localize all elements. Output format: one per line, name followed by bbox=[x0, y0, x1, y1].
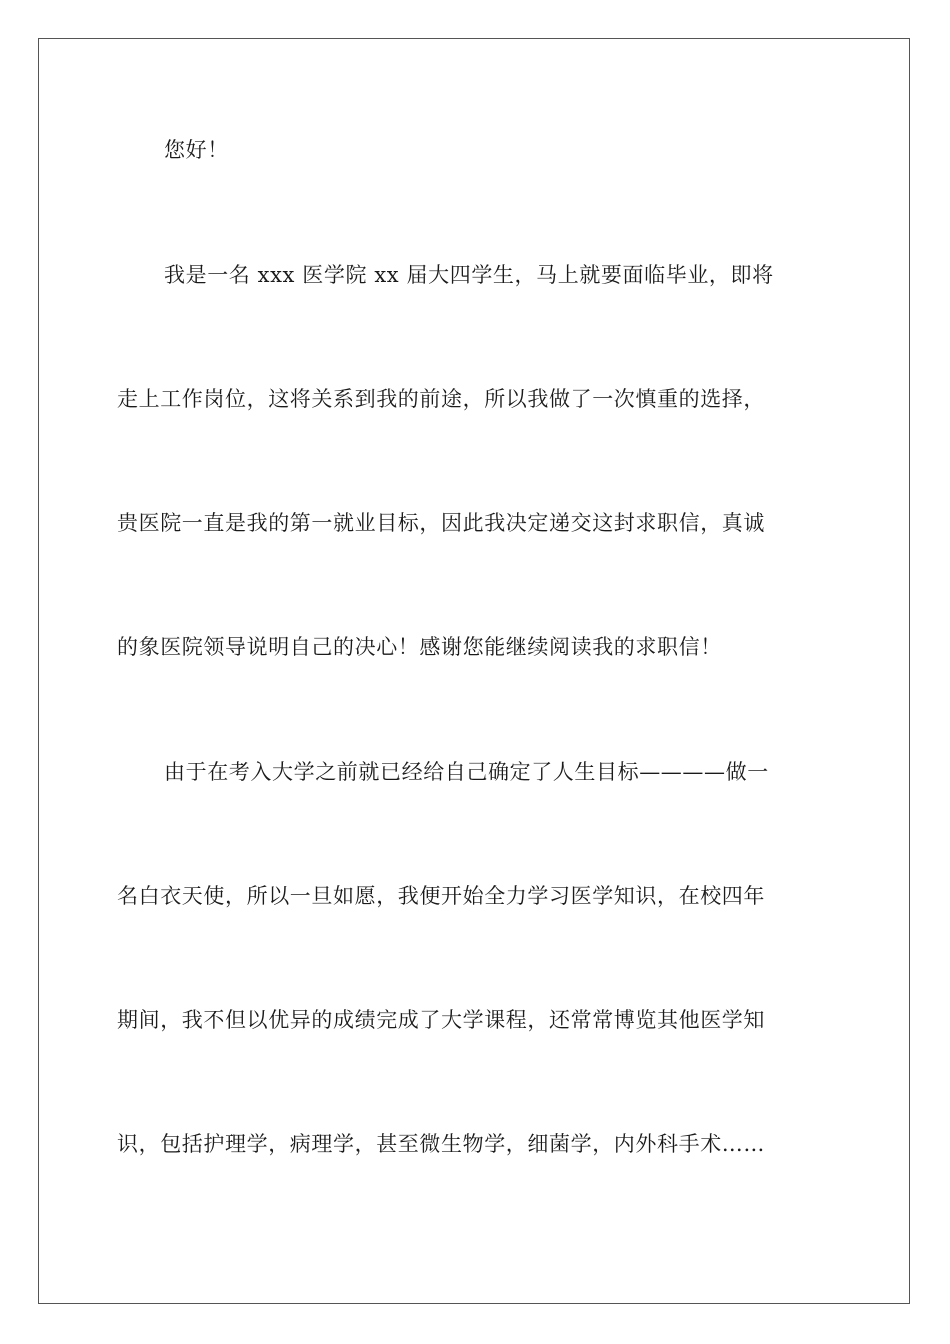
paragraph-1-line-4: 的象医院领导说明自己的决心！感谢您能继续阅读我的求职信！ bbox=[117, 635, 722, 659]
paragraph-2-line-4: 识，包括护理学，病理学，甚至微生物学，细菌学，内外科手术…… bbox=[117, 1132, 765, 1156]
paragraph-2-line-2: 名白衣天使，所以一旦如愿，我便开始全力学习医学知识，在校四年 bbox=[117, 884, 765, 908]
paragraph-2-line-3: 期间，我不但以优异的成绩完成了大学课程，还常常博览其他医学知 bbox=[117, 1008, 765, 1032]
paragraph-2-line-1: 由于在考入大学之前就已经给自己确定了人生目标————做一 bbox=[164, 760, 769, 784]
page-frame bbox=[38, 38, 910, 1304]
greeting-line: 您好！ bbox=[164, 138, 229, 162]
paragraph-1-line-2: 走上工作岗位，这将关系到我的前途，所以我做了一次慎重的选择， bbox=[117, 387, 765, 411]
paragraph-1-line-3: 贵医院一直是我的第一就业目标，因此我决定递交这封求职信，真诚 bbox=[117, 511, 765, 535]
paragraph-1-line-1: 我是一名 xxx 医学院 xx 届大四学生，马上就要面临毕业，即将 bbox=[164, 263, 774, 287]
